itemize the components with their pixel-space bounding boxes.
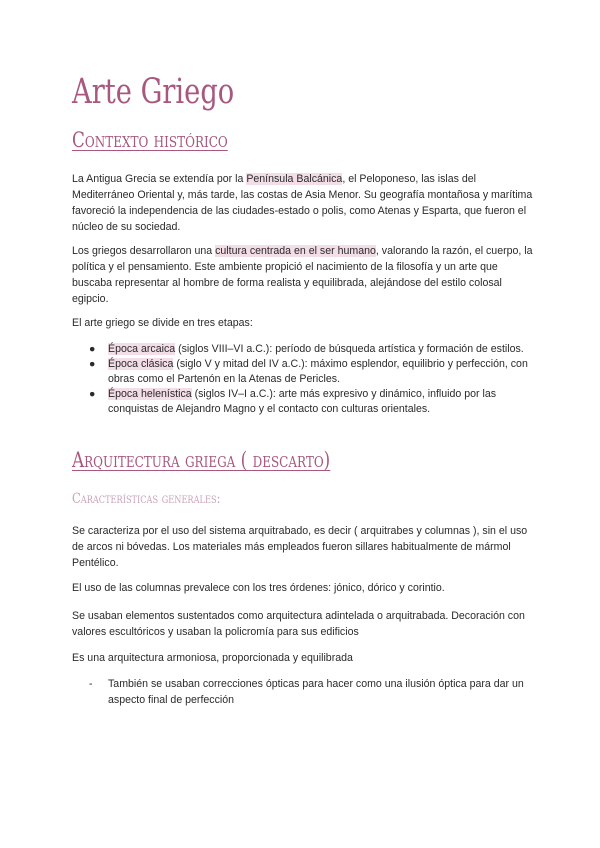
dash-list (72, 676, 534, 708)
bullet-icon: ● (89, 358, 96, 370)
highlight-peninsula: Península Balcánica (246, 173, 343, 185)
paragraph-text: , valorando la razón, el cuerpo, la política y el pensamiento. Este ambiente propició el nacimiento de la filosofía y un arte que buscaba representar al hombre de forma realista y equilibrada, alejándose del estilo colosal egipcio. (72, 245, 533, 305)
bullet-icon: ● (89, 343, 96, 355)
paragraph-sistema: Se caracteriza por el uso del sistema arquitrabado, es decir ( arquitrabes y columnas ), sin el uso de arcos ni bóvedas. Los materiales más empleados fueron sillares habitualmente de mármol Pentélico. (72, 525, 528, 569)
list-item (72, 357, 534, 387)
list-item (72, 342, 534, 357)
subheading-caracteristicas: Características generales: (72, 491, 221, 507)
list-item (72, 387, 534, 417)
highlight-cultura: cultura centrada en el ser humano (215, 245, 376, 257)
highlight-stage: Época helenística (108, 388, 192, 400)
paragraph-geografia (72, 171, 534, 235)
paragraph-armoniosa: Es una arquitectura armoniosa, proporcionada y equilibrada (72, 652, 353, 664)
paragraph-elementos: Se usaban elementos sustentados como arquitectura adintelada o arquitrabada. Decoración con valores escultóricos y usaban la policromía para sus edificios (72, 610, 525, 638)
paragraph-text: La Antigua Grecia se extendía por la (72, 173, 247, 185)
stage-text: (siglos VIII–VI a.C.): período de búsqueda artística y formación de estilos. (175, 343, 524, 355)
dash-icon: - (89, 678, 93, 690)
highlight-stage: Época arcaica (108, 343, 176, 355)
paragraph-etapas-intro: El arte griego se divide en tres etapas: (72, 317, 253, 329)
section-heading-arquitectura: Arquitectura griega ( descarto) (72, 448, 331, 472)
section-heading-contexto: Contexto histórico (72, 128, 228, 152)
paragraph-cultura (72, 243, 534, 307)
stage-text: (siglo V y mitad del IV a.C.): máximo esplendor, equilibrio y perfección, con obras como el Partenón en la Atenas de Pericles. (108, 358, 528, 385)
dash-item-text: También se usaban correcciones ópticas para hacer como una ilusión óptica para dar un aspecto final de perfección (108, 678, 524, 706)
paragraph-ordenes: El uso de las columnas prevalece con los tres órdenes: jónico, dórico y corintio. (72, 582, 445, 594)
paragraph-text: Los griegos desarrollaron una (72, 245, 216, 257)
stage-text: (siglos IV–I a.C.): arte más expresivo y dinámico, influido por las conquistas de Alejandro Magno y el contacto con culturas orientales. (108, 388, 497, 415)
stages-list (72, 342, 534, 417)
highlight-stage: Época clásica (108, 358, 174, 370)
list-item (72, 676, 534, 708)
page-title: Arte Griego (72, 72, 235, 112)
bullet-icon: ● (89, 388, 96, 400)
paragraph-text: , el Peloponeso, las islas del Mediterráneo Oriental y, más tarde, las costas de Asia Menor. Su geografía montañosa y marítima favoreció la independencia de las ciudades-estado o polis, como Atenas y Esparta, que fueron el núcleo de su sociedad. (72, 173, 533, 233)
